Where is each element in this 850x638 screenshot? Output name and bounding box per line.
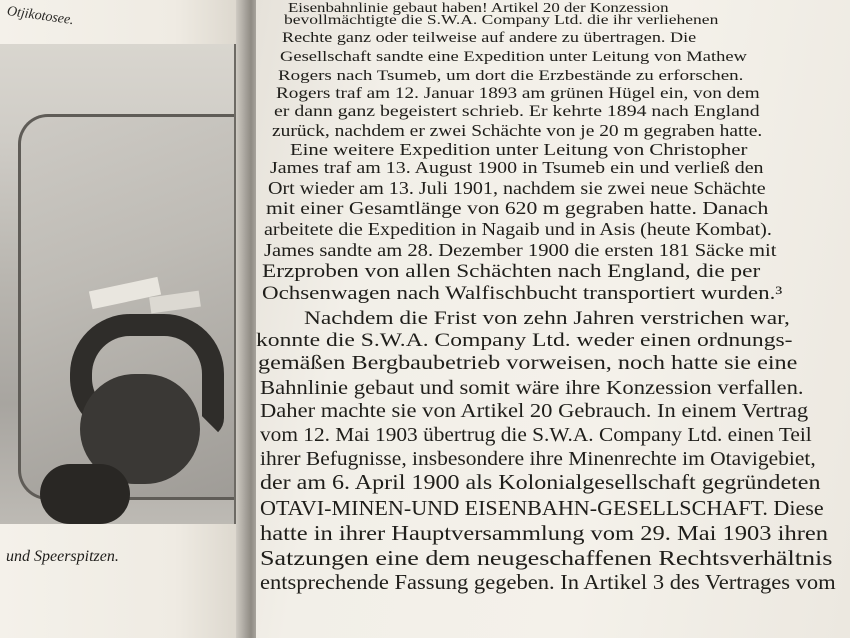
left-page (0, 0, 250, 638)
text-line: mit einer Gesamtlänge von 620 m gegraben hatte. Danach (266, 198, 769, 218)
text-line: Rogers nach Tsumeb, um dort die Erzbestände zu erforschen. (278, 67, 744, 84)
photo-caption-top: Otjikotosee. (5, 4, 75, 29)
text-line: entsprechende Fassung gegeben. In Artikel 3 des Vertrages vom (260, 570, 836, 594)
text-line: Rogers traf am 12. Januar 1893 am grünen Hügel ein, von dem (276, 85, 760, 102)
right-page (256, 0, 850, 638)
text-line: Daher machte sie von Artikel 20 Gebrauch. In einem Vertrag (260, 400, 809, 422)
text-line: gemäßen Bergbaubetrieb vorweisen, noch hatte sie eine (258, 353, 798, 374)
text-line: Ort wieder am 13. Juli 1901, nachdem sie zwei neue Schächte (268, 178, 766, 198)
text-line: arbeitete die Expedition in Nagaib und in Asis (heute Kombat). (264, 219, 772, 239)
text-line: zurück, nachdem er zwei Schächte von je 20 m gegraben hatte. (272, 121, 763, 140)
artifact-ring (40, 464, 130, 524)
text-line: hatte in ihrer Hauptversammlung vom 29. Mai 1903 ihren (260, 521, 828, 545)
text-line: konnte die S.W.A. Company Ltd. weder einen ordnungs- (256, 330, 793, 351)
text-line: Bahnlinie gebaut und somit wäre ihre Konzession verfallen. (260, 377, 804, 399)
text-line: bevollmächtigte die S.W.A. Company Ltd. die ihr verliehenen (284, 13, 719, 28)
text-line: James traf am 13. August 1900 in Tsumeb ein und verließ den (270, 158, 764, 177)
text-line: Satzungen eine dem neugeschaffenen Rechtsverhältnis (260, 546, 833, 570)
text-line: er dann ganz begeistert schrieb. Er kehrte 1894 nach England (274, 103, 760, 120)
text-line: Ochsenwagen nach Walfischbucht transportiert wurden.³ (262, 283, 783, 304)
text-line: der am 6. April 1900 als Kolonialgesellschaft gegründeten (260, 472, 821, 494)
text-line: Eisenbahnlinie gebaut haben! Artikel 20 der Konzession (288, 0, 669, 15)
text-line: vom 12. Mai 1903 übertrug die S.W.A. Company Ltd. einen Teil (260, 424, 812, 446)
text-line: ihrer Befugnisse, insbesondere ihre Minenrechte im Otavigebiet, (260, 448, 816, 470)
text-line: Eine weitere Expedition unter Leitung von Christopher (290, 140, 748, 159)
text-line: Erzproben von allen Schächten nach England, die per (262, 261, 761, 282)
text-line: Nachdem die Frist von zehn Jahren verstrichen war, (304, 308, 790, 329)
text-line: James sandte am 28. Dezember 1900 die ersten 181 Säcke mit (264, 240, 777, 260)
text-line: Gesellschaft sandte eine Expedition unter Leitung von Mathew (280, 49, 747, 65)
text-line: OTAVI-MINEN-UND EISENBAHN-GESELLSCHAFT. Diese (260, 497, 824, 520)
photo-caption: und Speerspitzen. (6, 548, 119, 565)
museum-photo (0, 44, 236, 524)
text-line: Rechte ganz oder teilweise auf andere zu übertragen. Die (282, 30, 697, 46)
